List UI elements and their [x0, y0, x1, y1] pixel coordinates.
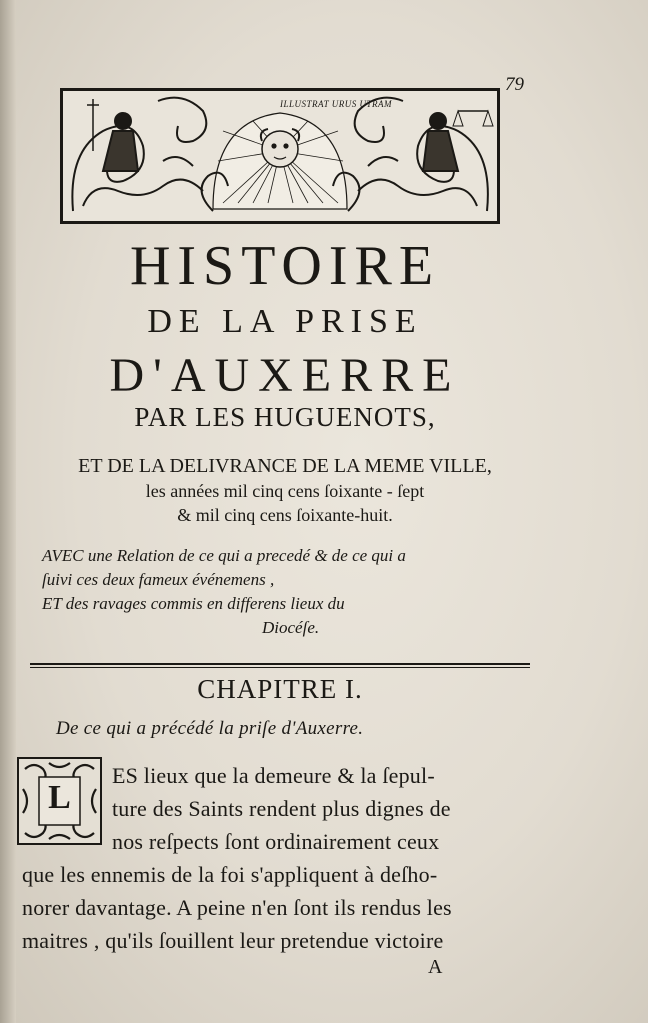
title-line-4: PAR LES HUGUENOTS, [134, 402, 436, 432]
body-line-6: maitres , qu'ils ſouillent leur pretendue victoire [22, 928, 444, 953]
title-line-5: ET DE LA DELIVRANCE DE LA MEME VILLE, [78, 455, 492, 477]
title-line-1: HISTOIRE [129, 235, 441, 297]
divider-rule [30, 663, 530, 665]
relation-line-3: ET des ravages commis en differens lieux du [42, 594, 345, 613]
chapter-subtitle: De ce qui a précédé la priſe d'Auxerre. [56, 718, 364, 739]
body-line-2: ture des Saints rendent plus dignes de [112, 796, 451, 821]
drop-cap-letter: L [48, 779, 71, 816]
title-line-6: les années mil cinq cens ſoixante - ſept [145, 481, 425, 501]
relation-line-4: Diocéſe. [262, 618, 320, 637]
headpiece-motto: ILLUSTRAT URUS UTRAM [279, 99, 392, 109]
body-line-3: nos reſpects ſont ordinairement ceux [112, 829, 440, 854]
catchword: A [428, 956, 443, 978]
headpiece-engraving-icon [63, 91, 497, 221]
body-line-1: ES lieux que la demeure & la ſepul- [112, 763, 435, 788]
body-line-5: norer davantage. A peine n'en ſont ils rendus les [22, 895, 452, 920]
chapter-title: CHAPITRE I. [197, 674, 363, 704]
title-line-7: & mil cinq cens ſoixante-huit. [177, 505, 393, 525]
drop-cap [17, 757, 102, 845]
body-line-4: que les ennemis de la foi s'appliquent à deſho- [22, 862, 438, 887]
relation-line-1: AVEC une Relation de ce qui a precedé & de ce qui a [42, 546, 406, 565]
ornamental-headpiece [60, 88, 500, 224]
title-line-2: DE LA PRISE [147, 303, 423, 340]
page-number: 79 [505, 74, 524, 95]
relation-line-2: ſuivi ces deux fameux événemens , [42, 570, 275, 589]
title-line-3: D'AUXERRE [109, 349, 461, 402]
divider-rule-thin [30, 667, 530, 668]
page-gutter [0, 0, 16, 1023]
